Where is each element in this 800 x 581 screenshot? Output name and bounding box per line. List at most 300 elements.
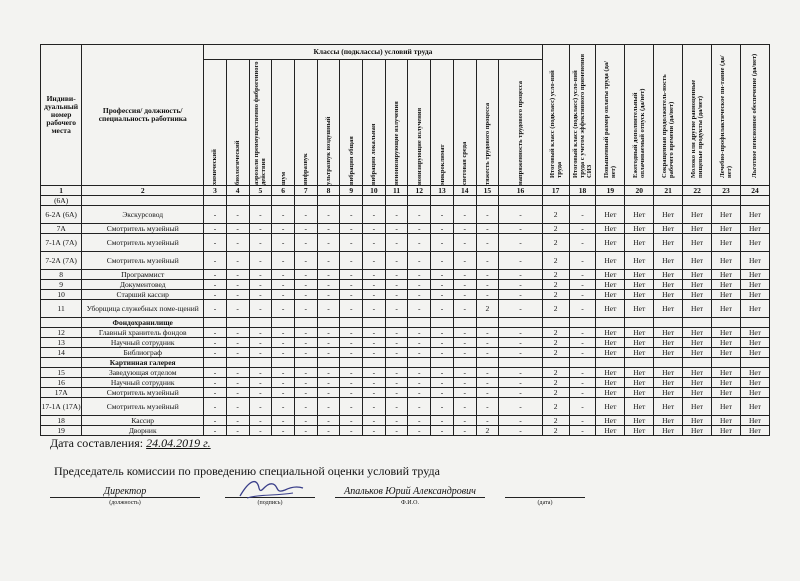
factor-value: -	[363, 378, 386, 388]
empty-cell	[408, 318, 431, 328]
guarantee-value: Нет	[596, 252, 625, 270]
column-number: 2	[82, 186, 204, 196]
header-factor-cell	[340, 60, 363, 186]
factor-value: -	[317, 338, 340, 348]
factor-value: -	[204, 416, 227, 426]
labor-intensity-value: -	[499, 328, 542, 338]
factor-value: -	[204, 206, 227, 224]
guarantee-value: Нет	[712, 234, 741, 252]
factor-value: -	[340, 290, 363, 300]
labor-severity-value: -	[476, 234, 499, 252]
labor-intensity-value: -	[499, 234, 542, 252]
total-class-siz-value: -	[569, 348, 596, 358]
empty-cell	[408, 196, 431, 206]
total-class-value: 2	[542, 388, 569, 398]
factor-value: -	[431, 328, 454, 338]
empty-cell	[683, 318, 712, 328]
empty-cell	[204, 358, 227, 368]
row-id: 19	[41, 426, 82, 436]
factor-value: -	[294, 338, 317, 348]
working-conditions-table	[40, 44, 770, 436]
header-extra-cell	[542, 45, 569, 186]
factor-value: -	[294, 252, 317, 270]
empty-cell	[596, 358, 625, 368]
factor-value: -	[340, 270, 363, 280]
factor-value: -	[431, 280, 454, 290]
labor-intensity-value: -	[499, 388, 542, 398]
empty-cell	[542, 318, 569, 328]
table-row	[41, 280, 770, 290]
labor-severity-value: -	[476, 280, 499, 290]
factor-value: -	[408, 368, 431, 378]
total-class-value: 2	[542, 398, 569, 416]
header-extra-cell	[712, 45, 741, 186]
labor-intensity-value: -	[499, 224, 542, 234]
factor-value: -	[249, 224, 272, 234]
header-factor: вибрация локальная	[370, 123, 378, 185]
factor-value: -	[317, 224, 340, 234]
factor-value: -	[431, 300, 454, 318]
guarantee-value: Нет	[625, 252, 654, 270]
guarantee-value: Нет	[683, 348, 712, 358]
factor-value: -	[294, 368, 317, 378]
factor-value: -	[226, 426, 249, 436]
factor-value: -	[453, 328, 476, 338]
factor-value: -	[363, 290, 386, 300]
factor-value: -	[294, 280, 317, 290]
factor-value: -	[385, 348, 408, 358]
table-row	[41, 388, 770, 398]
factor-value: -	[431, 388, 454, 398]
factor-value: -	[294, 378, 317, 388]
factor-value: -	[431, 426, 454, 436]
guarantee-value: Нет	[683, 368, 712, 378]
factor-value: -	[408, 270, 431, 280]
total-class-value: 2	[542, 426, 569, 436]
header-factor: тяжесть трудового процесса	[483, 102, 491, 185]
factor-value: -	[272, 224, 295, 234]
header-factor: микроклимат	[438, 144, 446, 185]
factor-value: -	[385, 290, 408, 300]
factor-value: -	[317, 328, 340, 338]
guarantee-value: Нет	[740, 338, 769, 348]
factor-value: -	[204, 398, 227, 416]
row-id: 8	[41, 270, 82, 280]
factor-value: -	[453, 348, 476, 358]
total-class-siz-value: -	[569, 368, 596, 378]
labor-severity-value: -	[476, 378, 499, 388]
factor-value: -	[226, 234, 249, 252]
factor-value: -	[272, 280, 295, 290]
factor-value: -	[363, 368, 386, 378]
total-class-value: 2	[542, 252, 569, 270]
factor-value: -	[226, 252, 249, 270]
row-id: 17А	[41, 388, 82, 398]
factor-value: -	[385, 368, 408, 378]
guarantee-value: Нет	[712, 252, 741, 270]
column-number: 21	[654, 186, 683, 196]
guarantee-value: Нет	[625, 290, 654, 300]
empty-cell	[712, 318, 741, 328]
guarantee-value: Нет	[740, 426, 769, 436]
factor-value: -	[249, 388, 272, 398]
factor-value: -	[294, 348, 317, 358]
factor-value: -	[408, 426, 431, 436]
profession-name: Кассир	[82, 416, 204, 426]
factor-value: -	[249, 290, 272, 300]
guarantee-value: Нет	[712, 426, 741, 436]
factor-value: -	[363, 338, 386, 348]
empty-cell	[385, 196, 408, 206]
guarantee-value: Нет	[683, 388, 712, 398]
empty-cell	[499, 318, 542, 328]
total-class-siz-value: -	[569, 224, 596, 234]
guarantee-value: Нет	[596, 328, 625, 338]
header-factor: химический	[211, 149, 219, 185]
row-id: 7-1А (7А)	[41, 234, 82, 252]
factor-value: -	[340, 388, 363, 398]
labor-severity-value: -	[476, 338, 499, 348]
handwritten-signature	[235, 474, 305, 502]
factor-value: -	[408, 416, 431, 426]
guarantee-value: Нет	[683, 280, 712, 290]
header-factor: биологический	[234, 140, 242, 185]
header-factor: вибрация общая	[347, 136, 355, 185]
profession-name: Заведующая отделом	[82, 368, 204, 378]
row-id: 14	[41, 348, 82, 358]
guarantee-value: Нет	[740, 378, 769, 388]
empty-cell	[249, 318, 272, 328]
total-class-siz-value: -	[569, 252, 596, 270]
guarantee-value: Нет	[683, 290, 712, 300]
header-extra: Повышенный размер оплаты труда (да/нет)	[603, 60, 618, 178]
section-title: Фондохранилище	[82, 318, 204, 328]
total-class-siz-value: -	[569, 290, 596, 300]
table-row	[41, 378, 770, 388]
header-extra-cell	[596, 45, 625, 186]
factor-value: -	[363, 224, 386, 234]
total-class-siz-value: -	[569, 300, 596, 318]
factor-value: -	[249, 328, 272, 338]
factor-value: -	[431, 270, 454, 280]
header-factor-cell	[226, 60, 249, 186]
row-id: 12	[41, 328, 82, 338]
guarantee-value: Нет	[625, 338, 654, 348]
factor-value: -	[317, 270, 340, 280]
profession-name: Смотритель музейный	[82, 388, 204, 398]
guarantee-value: Нет	[683, 426, 712, 436]
guarantee-value: Нет	[712, 388, 741, 398]
factor-value: -	[249, 234, 272, 252]
factor-value: -	[453, 280, 476, 290]
column-number: 10	[363, 186, 386, 196]
header-factor-cell	[363, 60, 386, 186]
table-row	[41, 234, 770, 252]
empty-cell	[625, 196, 654, 206]
factor-value: -	[453, 270, 476, 280]
header-workplace-number: Индиви-дуальный номер рабочего места	[41, 45, 82, 186]
labor-severity-value: -	[476, 290, 499, 300]
factor-value: -	[317, 252, 340, 270]
factor-value: -	[226, 398, 249, 416]
row-id	[41, 318, 82, 328]
total-class-siz-value: -	[569, 338, 596, 348]
labor-severity-value: -	[476, 328, 499, 338]
empty-cell	[272, 358, 295, 368]
factor-value: -	[317, 290, 340, 300]
factor-value: -	[385, 416, 408, 426]
column-number: 13	[431, 186, 454, 196]
empty-cell	[453, 318, 476, 328]
empty-cell	[294, 196, 317, 206]
header-factor-cell	[408, 60, 431, 186]
total-class-siz-value: -	[569, 398, 596, 416]
row-id	[41, 358, 82, 368]
table-row	[41, 224, 770, 234]
total-class-value: 2	[542, 338, 569, 348]
guarantee-value: Нет	[654, 270, 683, 280]
table-row	[41, 358, 770, 368]
factor-value: -	[408, 328, 431, 338]
guarantee-value: Нет	[625, 378, 654, 388]
factor-value: -	[272, 234, 295, 252]
profession-name: Главный хранитель фондов	[82, 328, 204, 338]
guarantee-value: Нет	[625, 388, 654, 398]
total-class-value: 2	[542, 378, 569, 388]
header-extra-cell	[740, 45, 769, 186]
factor-value: -	[294, 388, 317, 398]
table-row	[41, 290, 770, 300]
empty-cell	[431, 196, 454, 206]
empty-cell	[654, 318, 683, 328]
profession-name: Смотритель музейный	[82, 224, 204, 234]
factor-value: -	[431, 398, 454, 416]
factor-value: -	[340, 206, 363, 224]
profession-name: Дворник	[82, 426, 204, 436]
guarantee-value: Нет	[740, 300, 769, 318]
profession-name	[82, 196, 204, 206]
total-class-siz-value: -	[569, 234, 596, 252]
header-extra-cell	[569, 45, 596, 186]
factor-value: -	[385, 224, 408, 234]
guarantee-value: Нет	[625, 224, 654, 234]
column-number: 24	[740, 186, 769, 196]
guarantee-value: Нет	[740, 234, 769, 252]
guarantee-value: Нет	[740, 224, 769, 234]
factor-value: -	[408, 224, 431, 234]
header-factor-cell	[249, 60, 272, 186]
labor-severity-value: -	[476, 348, 499, 358]
date-line	[50, 436, 780, 451]
empty-cell	[542, 358, 569, 368]
table-row	[41, 338, 770, 348]
guarantee-value: Нет	[712, 280, 741, 290]
empty-cell	[385, 358, 408, 368]
factor-value: -	[317, 234, 340, 252]
row-id: 6-2А (6А)	[41, 206, 82, 224]
factor-value: -	[226, 270, 249, 280]
guarantee-value: Нет	[712, 290, 741, 300]
header-factor-cell	[294, 60, 317, 186]
labor-severity-value: -	[476, 388, 499, 398]
factor-value: -	[453, 368, 476, 378]
guarantee-value: Нет	[625, 328, 654, 338]
guarantee-value: Нет	[625, 206, 654, 224]
factor-value: -	[294, 234, 317, 252]
guarantee-value: Нет	[654, 252, 683, 270]
total-class-value: 2	[542, 280, 569, 290]
labor-severity-value: -	[476, 416, 499, 426]
factor-value: -	[249, 368, 272, 378]
column-number: 12	[408, 186, 431, 196]
empty-cell	[740, 196, 769, 206]
guarantee-value: Нет	[712, 206, 741, 224]
guarantee-value: Нет	[596, 368, 625, 378]
guarantee-value: Нет	[625, 300, 654, 318]
factor-value: -	[453, 206, 476, 224]
guarantee-value: Нет	[654, 300, 683, 318]
factor-value: -	[226, 290, 249, 300]
column-number: 20	[625, 186, 654, 196]
factor-value: -	[294, 416, 317, 426]
factor-value: -	[385, 280, 408, 290]
empty-cell	[204, 196, 227, 206]
table-row	[41, 196, 770, 206]
factor-value: -	[453, 300, 476, 318]
empty-cell	[294, 318, 317, 328]
date-field	[505, 486, 585, 498]
labor-severity-value: -	[476, 398, 499, 416]
factor-value: -	[294, 398, 317, 416]
factor-value: -	[363, 280, 386, 290]
factor-value: -	[226, 328, 249, 338]
guarantee-value: Нет	[712, 300, 741, 318]
empty-cell	[363, 318, 386, 328]
factor-value: -	[340, 368, 363, 378]
guarantee-value: Нет	[625, 368, 654, 378]
factor-value: -	[453, 224, 476, 234]
factor-value: -	[294, 206, 317, 224]
profession-name: Экскурсовод	[82, 206, 204, 224]
labor-severity-value: 2	[476, 300, 499, 318]
column-number: 16	[499, 186, 542, 196]
guarantee-value: Нет	[625, 416, 654, 426]
guarantee-value: Нет	[654, 290, 683, 300]
row-id: 7А	[41, 224, 82, 234]
header-profession: Профессия/ должность/ специальность работника	[82, 45, 204, 186]
guarantee-value: Нет	[625, 234, 654, 252]
table-row	[41, 328, 770, 338]
factor-value: -	[408, 280, 431, 290]
empty-cell	[317, 358, 340, 368]
factor-value: -	[226, 300, 249, 318]
factor-value: -	[226, 224, 249, 234]
guarantee-value: Нет	[596, 206, 625, 224]
factor-value: -	[408, 206, 431, 224]
total-class-value: 2	[542, 368, 569, 378]
factor-value: -	[340, 416, 363, 426]
guarantee-value: Нет	[596, 426, 625, 436]
factor-value: -	[363, 426, 386, 436]
guarantee-value: Нет	[654, 388, 683, 398]
total-class-siz-value: -	[569, 280, 596, 290]
factor-value: -	[294, 270, 317, 280]
factor-value: -	[317, 206, 340, 224]
factor-value: -	[272, 290, 295, 300]
factor-value: -	[340, 234, 363, 252]
factor-value: -	[204, 280, 227, 290]
factor-value: -	[226, 348, 249, 358]
row-id: 13	[41, 338, 82, 348]
header-factor-cell	[476, 60, 499, 186]
guarantee-value: Нет	[654, 338, 683, 348]
factor-value: -	[431, 290, 454, 300]
guarantee-value: Нет	[654, 348, 683, 358]
guarantee-value: Нет	[654, 378, 683, 388]
factor-value: -	[453, 290, 476, 300]
empty-cell	[499, 196, 542, 206]
row-id: 18	[41, 416, 82, 426]
labor-severity-value: -	[476, 252, 499, 270]
factor-value: -	[204, 368, 227, 378]
factor-value: -	[340, 328, 363, 338]
header-extra: Сокращенная продолжитель-ность рабочего времени (да/нет)	[661, 73, 676, 178]
empty-cell	[499, 358, 542, 368]
factor-value: -	[204, 378, 227, 388]
position-caption: (должность)	[109, 500, 141, 506]
empty-cell	[596, 196, 625, 206]
factor-value: -	[408, 290, 431, 300]
empty-cell	[408, 358, 431, 368]
header-extra-cell	[625, 45, 654, 186]
guarantee-value: Нет	[596, 348, 625, 358]
factor-value: -	[272, 348, 295, 358]
guarantee-value: Нет	[740, 416, 769, 426]
column-number: 6	[272, 186, 295, 196]
labor-intensity-value: -	[499, 416, 542, 426]
factor-value: -	[340, 398, 363, 416]
factor-value: -	[272, 398, 295, 416]
factor-value: -	[431, 224, 454, 234]
empty-cell	[363, 196, 386, 206]
labor-severity-value: 2	[476, 426, 499, 436]
factor-value: -	[431, 378, 454, 388]
factor-value: -	[385, 206, 408, 224]
column-number: 9	[340, 186, 363, 196]
column-number: 4	[226, 186, 249, 196]
factor-value: -	[204, 338, 227, 348]
empty-cell	[204, 318, 227, 328]
factor-value: -	[431, 206, 454, 224]
total-class-siz-value: -	[569, 270, 596, 280]
table-row	[41, 416, 770, 426]
profession-name: Научный сотрудник	[82, 338, 204, 348]
empty-cell	[625, 358, 654, 368]
factor-value: -	[340, 378, 363, 388]
empty-cell	[226, 358, 249, 368]
total-class-siz-value: -	[569, 388, 596, 398]
header-extra: Лечебно-профилактическое пи-тание (да/нет)	[718, 54, 733, 178]
empty-cell	[385, 318, 408, 328]
header-extra: Итоговый класс (подкласс) усло-вий труда с учетом эффективного применения СИЗ	[571, 53, 593, 178]
signature-caption: (подпись)	[257, 500, 283, 506]
labor-intensity-value: -	[499, 398, 542, 416]
table-row	[41, 252, 770, 270]
factor-value: -	[272, 416, 295, 426]
empty-cell	[272, 318, 295, 328]
factor-value: -	[340, 280, 363, 290]
total-class-value: 2	[542, 416, 569, 426]
